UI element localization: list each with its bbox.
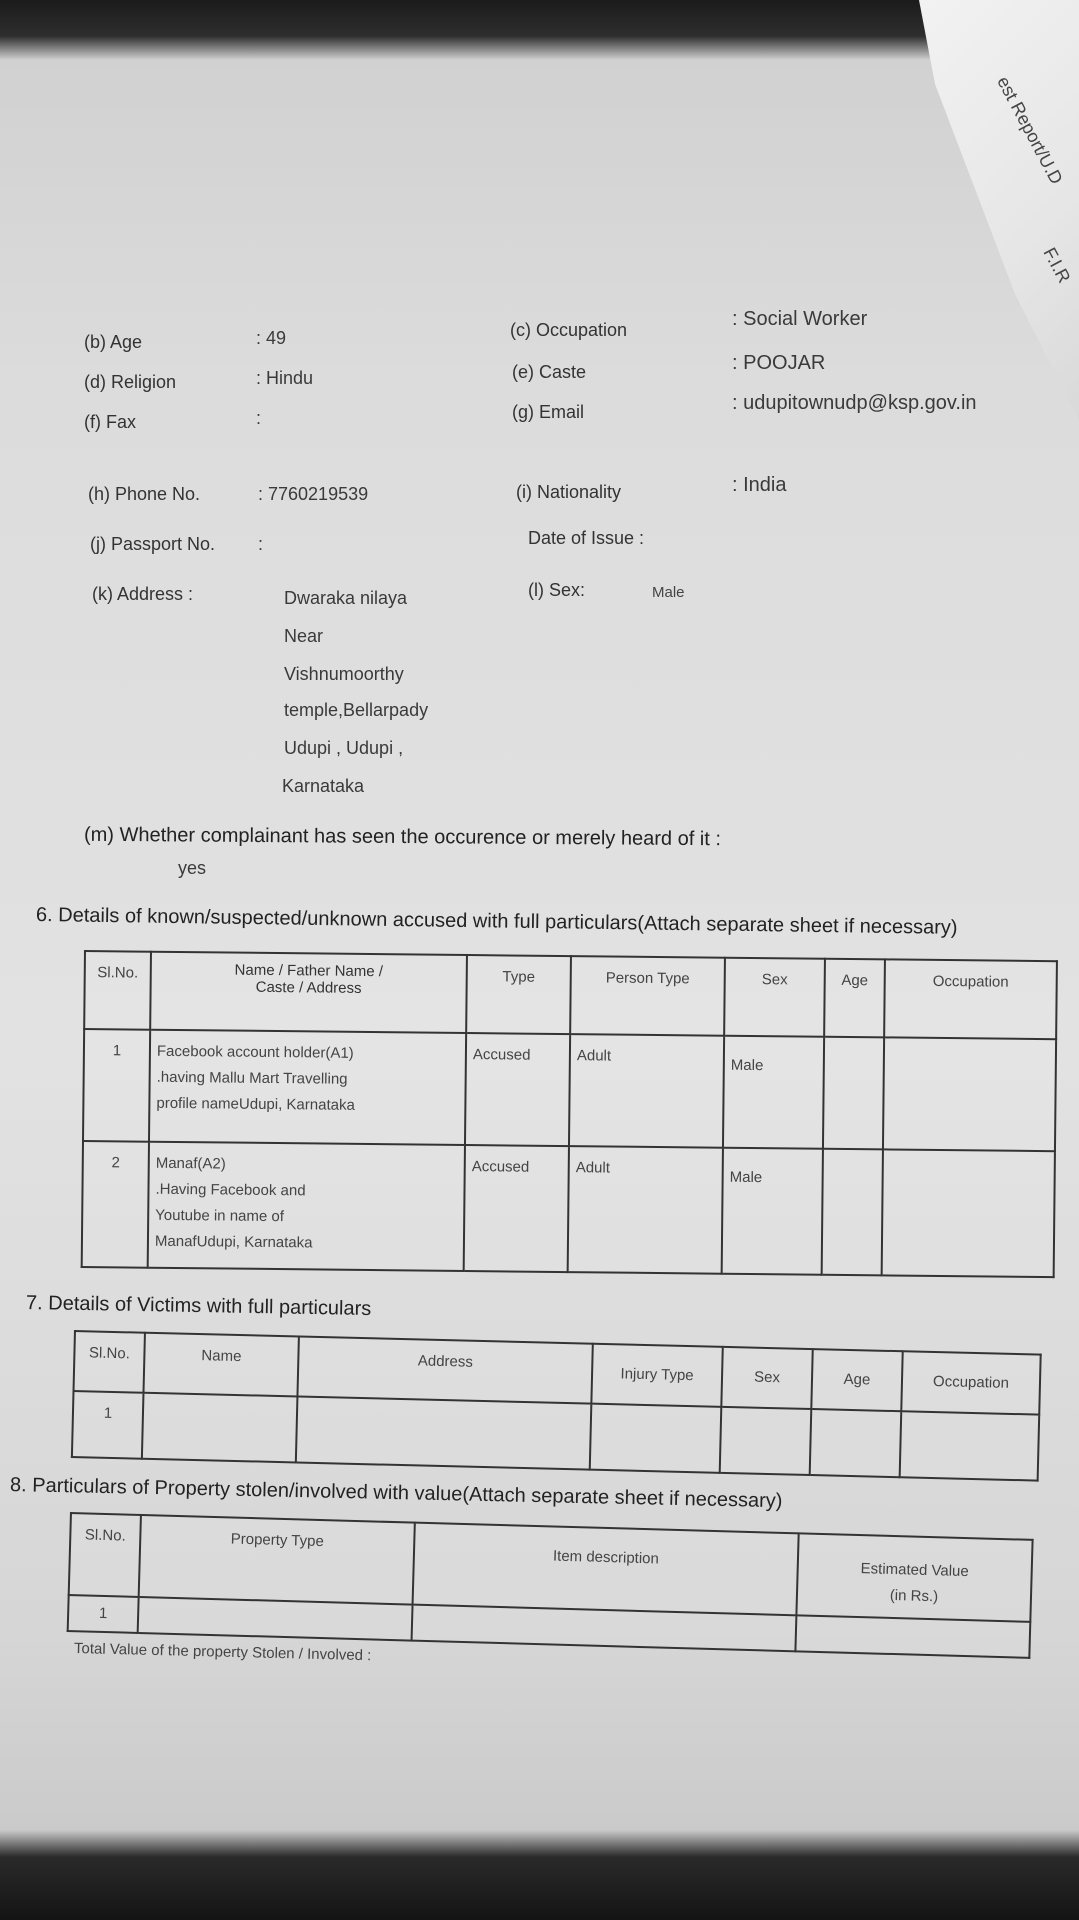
- cell-type: Accused: [465, 1033, 570, 1146]
- cell-occupation: [882, 1149, 1055, 1277]
- col-occupation: Occupation: [884, 959, 1057, 1039]
- cell-name-line: .Having Facebook and: [155, 1180, 306, 1200]
- col-age: Age: [811, 1349, 902, 1411]
- phone-label: (h) Phone No.: [88, 484, 201, 504]
- cell-occupation: [900, 1411, 1040, 1480]
- cell-name: [148, 1142, 465, 1271]
- cell-slno: 1: [72, 1391, 144, 1459]
- cell-injury-type: [590, 1404, 722, 1473]
- address-line: Karnataka: [282, 776, 365, 796]
- col-name-line1: Name / Father Name /: [234, 961, 384, 981]
- table-row: [83, 1029, 1056, 1151]
- col-estimated-value-line1: Estimated Value: [860, 1560, 969, 1581]
- address-line: Dwaraka nilaya: [284, 588, 408, 608]
- cell-sex: [720, 1407, 812, 1475]
- cell-name-line: ManafUdupi, Karnataka: [154, 1232, 313, 1252]
- caste-value: : POOJAR: [732, 352, 826, 374]
- address-line: Near: [284, 626, 324, 646]
- cell-name: [142, 1393, 298, 1463]
- col-estimated-value: [796, 1533, 1032, 1622]
- section-6-title: 6. Details of known/suspected/unknown accused with full particulars(Attach separate sheet if necessary): [35, 904, 958, 939]
- col-type: Type: [466, 955, 571, 1034]
- date-of-issue-label: Date of Issue :: [528, 528, 645, 548]
- col-slno: Sl.No.: [74, 1331, 145, 1393]
- col-address: Address: [297, 1336, 592, 1403]
- col-slno: Sl.No.: [84, 951, 151, 1030]
- col-age: Age: [824, 959, 885, 1038]
- victims-table: [71, 1330, 1042, 1482]
- cell-name-line: Manaf(A2): [155, 1154, 226, 1173]
- cell-person-type: Adult: [569, 1034, 724, 1148]
- cell-slno: 1: [83, 1029, 150, 1142]
- cell-slno: 2: [82, 1141, 149, 1268]
- address-line: temple,Bellarpady: [284, 700, 429, 720]
- address-line: Udupi , Udupi ,: [284, 738, 404, 758]
- cell-type: Accused: [464, 1145, 569, 1272]
- col-slno: Sl.No.: [69, 1513, 141, 1597]
- col-item-description: Item description: [413, 1523, 799, 1616]
- religion-label: (d) Religion: [84, 372, 177, 392]
- cell-occupation: [883, 1037, 1056, 1151]
- email-value: : udupitownudp@ksp.gov.in: [732, 392, 977, 414]
- cell-name-line: Youtube in name of: [155, 1206, 285, 1226]
- col-name: Name: [143, 1333, 298, 1397]
- col-sex: Sex: [721, 1347, 812, 1409]
- address-line: Vishnumoorthy: [284, 664, 404, 684]
- col-name-line2: Caste / Address: [255, 978, 362, 997]
- cell-name-line: profile nameUdupi, Karnataka: [156, 1094, 355, 1114]
- photo-background-bottom: [0, 1830, 1079, 1920]
- witness-answer: yes: [178, 858, 207, 878]
- cell-address: [296, 1396, 592, 1469]
- col-property-type: Property Type: [139, 1515, 415, 1605]
- accused-table: [81, 950, 1058, 1278]
- fax-value: :: [256, 408, 262, 428]
- col-injury-type: Injury Type: [591, 1344, 722, 1407]
- phone-value: : 7760219539: [258, 484, 369, 504]
- email-label: (g) Email: [512, 402, 585, 422]
- caste-label: (e) Caste: [512, 362, 587, 382]
- nationality-label: (i) Nationality: [516, 482, 622, 502]
- col-person-type: Person Type: [570, 956, 725, 1036]
- passport-label: (j) Passport No.: [90, 534, 216, 554]
- sex-value: Male: [652, 584, 685, 601]
- cell-sex: Male: [722, 1148, 823, 1275]
- col-name: [150, 952, 467, 1033]
- col-occupation: Occupation: [901, 1351, 1040, 1414]
- witness-question: (m) Whether complainant has seen the occurence or merely heard of it :: [83, 823, 722, 851]
- cell-name: [149, 1030, 466, 1145]
- fax-label: (f) Fax: [84, 412, 136, 432]
- religion-value: : Hindu: [256, 368, 314, 388]
- occupation-label: (c) Occupation: [510, 320, 628, 340]
- table-header-row: [84, 951, 1057, 1039]
- cell-property-type: [138, 1597, 413, 1641]
- col-sex: Sex: [724, 958, 825, 1037]
- cell-estimated-value: [795, 1615, 1030, 1658]
- cell-age: [822, 1149, 883, 1276]
- cell-age: [810, 1409, 902, 1477]
- cell-person-type: Adult: [568, 1146, 723, 1274]
- table-row: [82, 1141, 1055, 1277]
- photo-background-top: [0, 0, 1079, 60]
- cell-name-line: .having Mallu Mart Travelling: [156, 1068, 348, 1088]
- age-label: (b) Age: [84, 332, 143, 352]
- cell-age: [823, 1037, 884, 1150]
- col-estimated-value-line2: (in Rs.): [889, 1586, 939, 1606]
- corner-text: est Report/U.D: [993, 73, 1067, 188]
- total-value-label: Total Value of the property Stolen / Involved :: [73, 1640, 372, 1665]
- nationality-value: : India: [732, 474, 787, 496]
- sex-label: (l) Sex:: [528, 580, 586, 600]
- corner-text-2: F.I.R: [1039, 244, 1075, 287]
- section-7-title: 7. Details of Victims with full particulars: [25, 1292, 372, 1321]
- age-value: : 49: [256, 328, 287, 348]
- passport-value: :: [258, 534, 264, 554]
- cell-sex: Male: [723, 1036, 824, 1149]
- cell-slno: 1: [68, 1595, 139, 1633]
- cell-name-line: Facebook account holder(A1): [156, 1042, 354, 1062]
- address-label: (k) Address :: [92, 584, 194, 604]
- occupation-value: : Social Worker: [732, 308, 868, 330]
- section-8-title: 8. Particulars of Property stolen/involved with value(Attach separate sheet if necessary): [9, 1474, 783, 1513]
